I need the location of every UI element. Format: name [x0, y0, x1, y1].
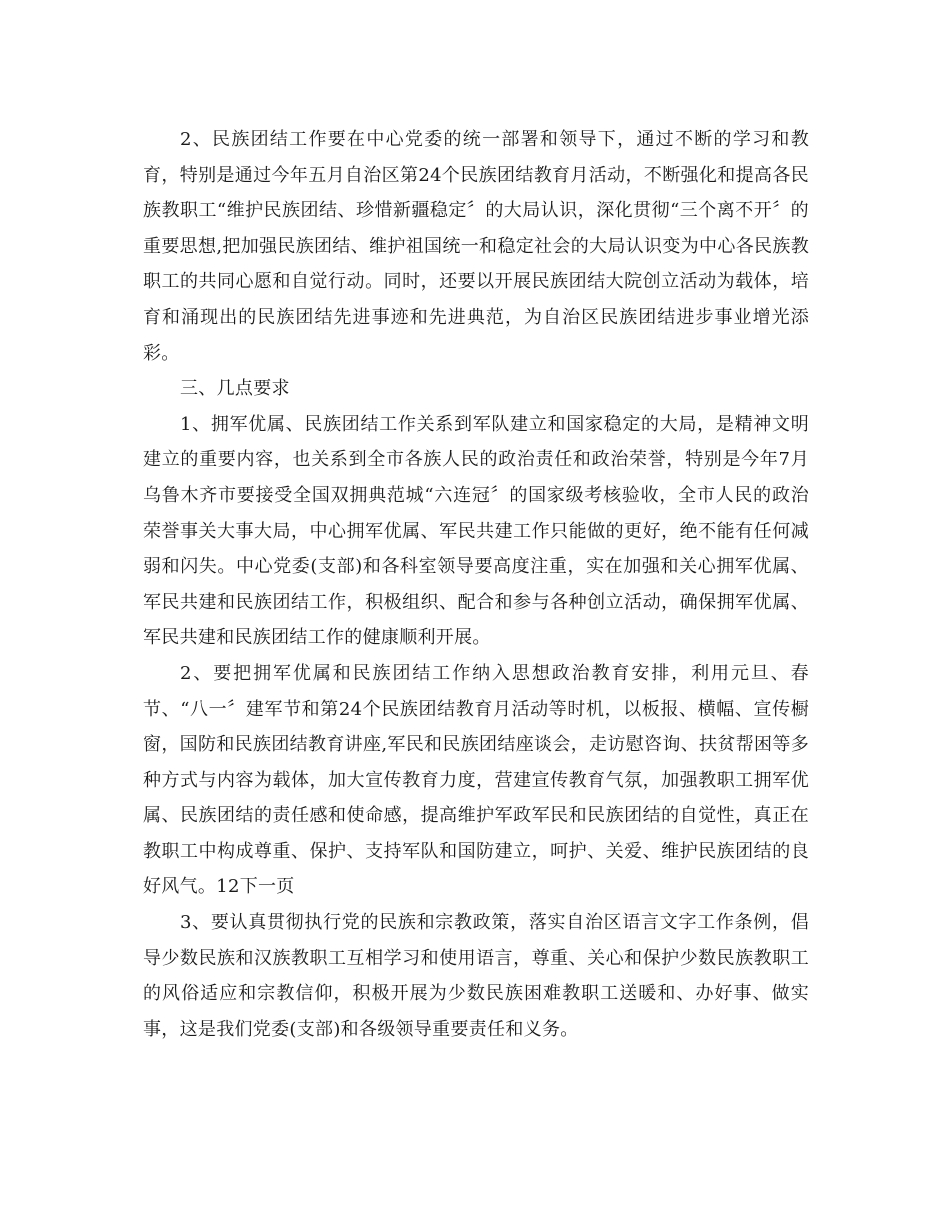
paragraph-requirement-3: 3、要认真贯彻执行党的民族和宗教政策，落实自治区语言文字工作条例，倡导少数民族和汉族教职工互相学习和使用语言，尊重、关心和保护少数民族教职工的风俗适应和宗教信仰，积极开展为少数民族困难教职工送暖和、办好事、做实事，这是我们党委(支部)和各级领导重要责任和义务。: [143, 912, 809, 1040]
paragraph-requirement-1: 1、拥军优属、民族团结工作关系到军队建立和国家稳定的大局，是精神文明建立的重要内容，也关系到全市各族人民的政治责任和政治荣誉，特别是今年7月乌鲁木齐市要接受全国双拥典范城“六连冠〞的国家级考核验收，全市人民的政治荣誉事关大事大局，中心拥军优属、军民共建工作只能做的更好，绝不能有任何减弱和闪失。中心党委(支部)和各科室领导要高度注重，实在加强和关心拥军优属、军民共建和民族团结工作，积极组织、配合和参与各种创立活动，确保拥军优属、军民共建和民族团结工作的健康顺利开展。: [143, 413, 809, 649]
section-heading-requirements: 三、几点要求: [180, 378, 290, 400]
paragraph-ethnic-unity-work: 2、民族团结工作要在中心党委的统一部署和领导下，通过不断的学习和教育，特别是通过今年五月自治区第24个民族团结教育月活动，不断强化和提高各民族教职工“维护民族团结、珍惜新疆稳定〞的大局认识，深化贯彻“三个离不开〞的重要思想,把加强民族团结、维护祖国统一和稳定社会的大局认识变为中心各民族教职工的共同心愿和自觉行动。同时，还要以开展民族团结大院创立活动为载体，培育和涌现出的民族团结先进事迹和先进典范，为自治区民族团结进步事业增光添彩。: [143, 129, 809, 364]
document-body: [143, 122, 809, 1047]
paragraph-requirement-2: 2、要把拥军优属和民族团结工作纳入思想政治教育安排，利用元旦、春节、“八一〞建军节和第24个民族团结教育月活动等时机，以板报、横幅、宣传橱窗，国防和民族团结教育讲座,军民和民族团结座谈会，走访慰咨询、扶贫帮困等多种方式与内容为载体，加大宣传教育力度，营建宣传教育气氛，加强教职工拥军优属、民族团结的责任感和使命感，提高维护军政军民和民族团结的自觉性，真正在教职工中构成尊重、保护、支持军队和国防建立，呵护、关爱、维护民族团结的良好风气。12下一页: [143, 662, 809, 898]
